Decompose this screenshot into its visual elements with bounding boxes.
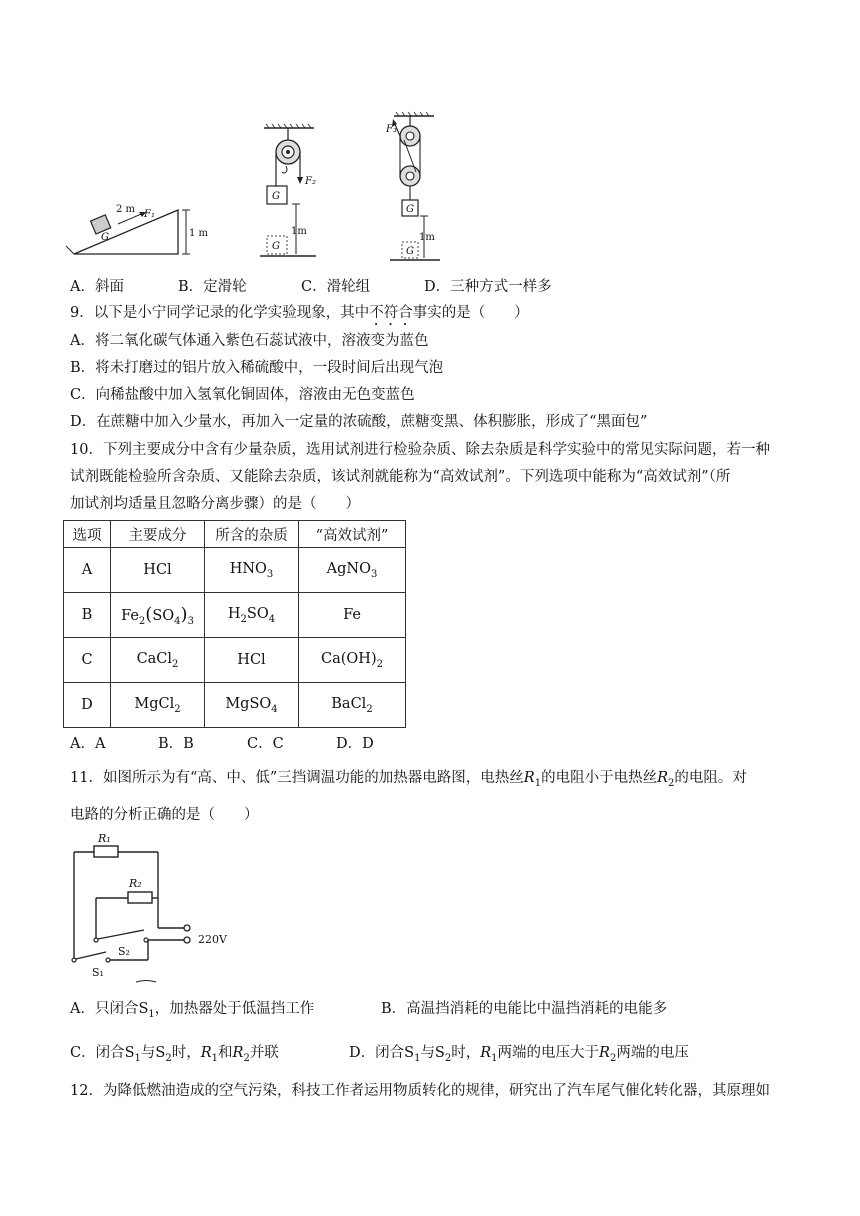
table-cell: $Ca(OH)_2$ (299, 638, 406, 683)
table-cell: Fe (299, 593, 406, 638)
q10-option-d: D．D (336, 736, 374, 752)
q8-option-a: A．斜面 (70, 279, 124, 295)
pulley-group-height-label: 1m (419, 232, 435, 243)
table-cell: AgNO$_3$ (299, 548, 406, 593)
table-cell: B (64, 593, 111, 638)
pulley-group-force-label: F₃ (386, 124, 397, 135)
table-cell: CaCl$_2$ (111, 638, 205, 683)
q8-option-d: D．三种方式一样多 (424, 279, 552, 295)
pulley-group-ghost-label: G (406, 246, 414, 257)
slope-block-label: G (101, 232, 109, 243)
q9-option-a: A．将二氧化碳气体通入紫色石蕊试液中，溶液变为蓝色 (70, 333, 429, 349)
q10-table (63, 520, 406, 728)
q12-stem-line1: 12．为降低燃油造成的空气污染，科技工作者运用物质转化的规律，研究出了汽车尾气催化转化器，其原理如 (70, 1083, 770, 1099)
slope-force-label: F₁ (144, 209, 155, 220)
inclined-plane-figure (66, 190, 216, 262)
fixed-pulley-force-label: F₂ (305, 176, 316, 187)
q9-option-c: C．向稀盐酸中加入氢氧化铜固体，溶液由无色变蓝色 (70, 387, 415, 403)
pulley-group-figure (384, 110, 448, 265)
q10-stem-line1: 10．下列主要成分中含有少量杂质，选用试剂进行检验杂质、除去杂质是科学实验中的常见实际问题，若一种 (70, 442, 770, 458)
q9-emphasis: 不符合 (369, 305, 413, 321)
table-cell: A (64, 548, 111, 593)
q9-option-d: D．在蔗糖中加入少量水，再加入一定量的浓硫酸，蔗糖变黑、体积膨胀，形成了“黑面包” (70, 414, 648, 430)
q11-option-d: D．闭合$S_1$与$S_2$时，$R_1$两端的电压大于$R_2$两端的电压 (349, 1045, 689, 1064)
q9-option-b: B．将未打磨过的铝片放入稀硫酸中，一段时间后出现气泡 (70, 360, 444, 376)
table-cell: HCl (205, 638, 299, 683)
q10-stem-line3: 加试剂均适量且忽略分离步骤）的是（ ） (70, 496, 360, 512)
table-cell: $HNO_3$ (205, 548, 299, 593)
table-cell: $Fe_2(SO_4)_3$ (111, 593, 205, 638)
circuit-voltage-label: 220V (198, 933, 227, 946)
q11-stem-line2: 电路的分析正确的是（ ） (70, 807, 259, 823)
table-header-row (64, 521, 406, 548)
table-row (64, 683, 406, 728)
q11-option-c: C．闭合$S_1$与$S_2$时，$R_1$和$R_2$并联 (70, 1045, 279, 1064)
table-row (64, 593, 406, 638)
table-header: 选项 (64, 521, 111, 548)
q8-option-c: C．滑轮组 (301, 279, 371, 295)
table-cell: D (64, 683, 111, 728)
q11-stem-line1: 11．如图所示为有“高、中、低”三挡调温功能的加热器电路图，电热丝$R_1$的电阻小于电热丝$R_2$的电阻。对 (70, 770, 747, 789)
table-cell: $H_2SO_4$ (205, 593, 299, 638)
fixed-pulley-figure (256, 122, 336, 264)
q10-option-b: B．B (158, 736, 194, 752)
circuit-s1-label: S₁ (92, 966, 104, 979)
slope-length-label: 2 m (116, 204, 136, 215)
q11-option-b: B．高温挡消耗的电能比中温挡消耗的电能多 (381, 1001, 668, 1017)
table-header: 所含的杂质 (205, 521, 299, 548)
table-row (64, 548, 406, 593)
q9-stem: 9．以下是小宁同学记录的化学实验现象，其中不符合事实的是（ ） (70, 305, 529, 321)
slope-height-label: 1 m (189, 228, 209, 239)
table-cell: MgSO$_4$ (205, 683, 299, 728)
table-header: 主要成分 (111, 521, 205, 548)
pulley-group-block-label: G (406, 204, 414, 215)
table-cell: BaCl$_2$ (299, 683, 406, 728)
table-header: “高效试剂” (299, 521, 406, 548)
q8-option-b: B．定滑轮 (178, 279, 247, 295)
circuit-r2-label: R₂ (129, 877, 142, 890)
table-cell: C (64, 638, 111, 683)
q10-option-c: C．C (247, 736, 284, 752)
table-cell: HCl (111, 548, 205, 593)
table-cell: MgCl$_2$ (111, 683, 205, 728)
table-row (64, 638, 406, 683)
fixed-pulley-height-label: 1m (291, 226, 307, 237)
q10-option-a: A．A (70, 736, 106, 752)
heater-circuit-figure (66, 830, 246, 988)
circuit-s2-label: S₂ (118, 945, 130, 958)
fixed-pulley-ghost-label: G (272, 241, 280, 252)
q10-stem-line2: 试剂既能检验所含杂质、又能除去杂质，该试剂就能称为“高效试剂”。下列选项中能称为“高效试剂”（所 (70, 469, 731, 485)
circuit-r1-label: R₁ (98, 832, 111, 845)
q11-option-a: A．只闭合$S_1$，加热器处于低温挡工作 (70, 1001, 315, 1020)
fixed-pulley-block-label: G (272, 191, 280, 202)
